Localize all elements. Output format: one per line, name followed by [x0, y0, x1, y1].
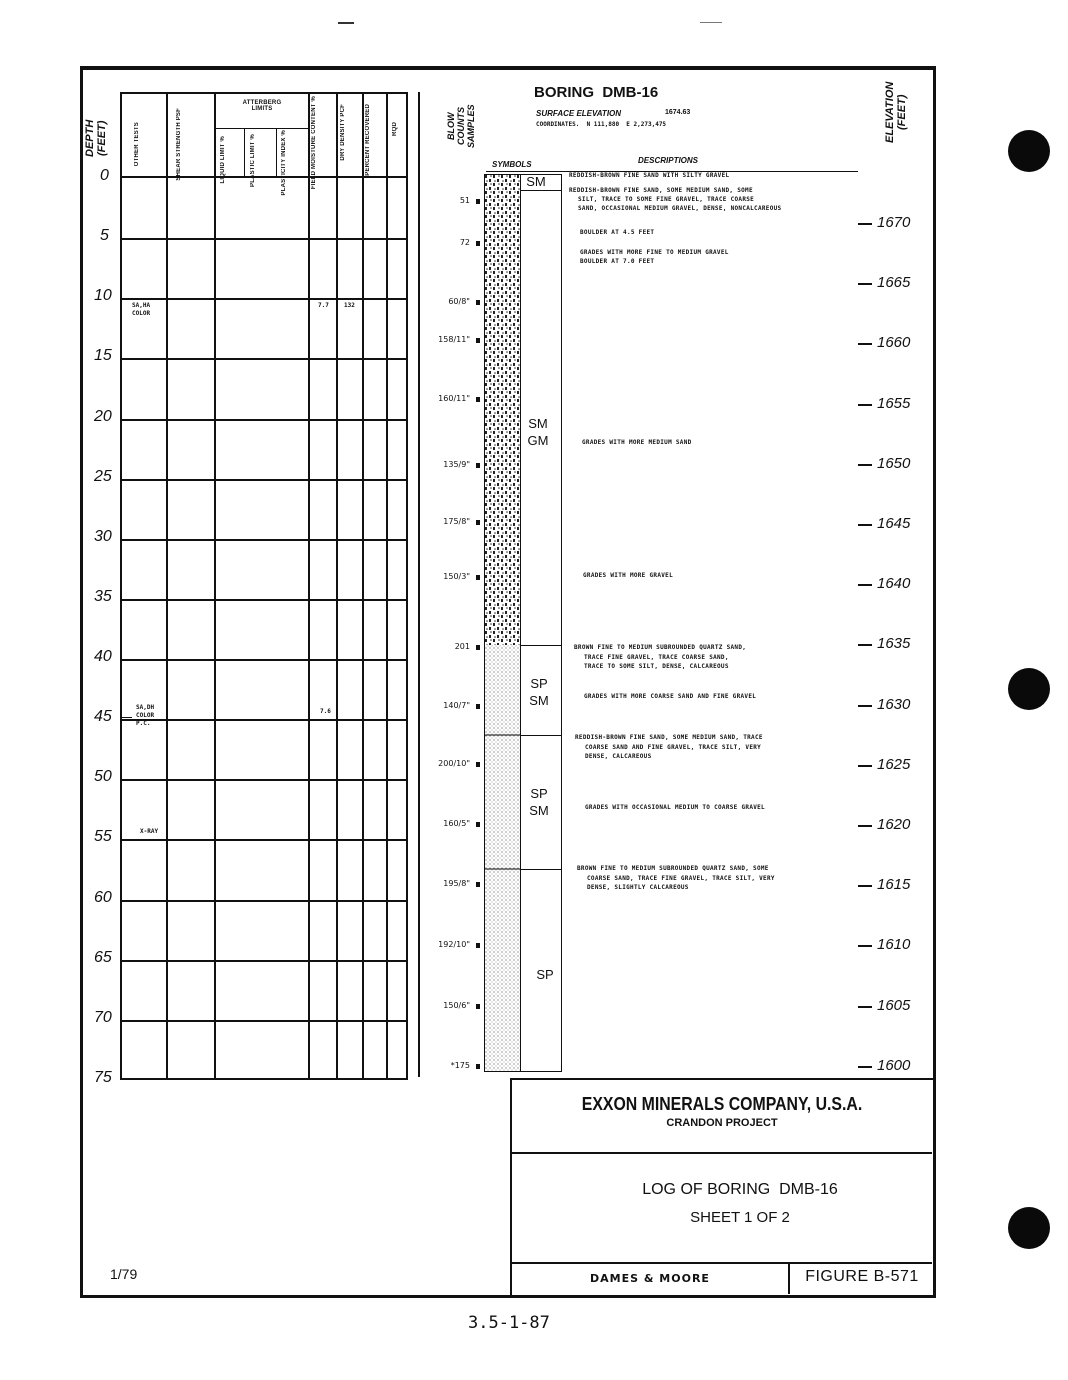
- elevation-tick: [858, 997, 928, 1015]
- surface-elevation-value: 1674.63: [665, 109, 691, 116]
- elevation-tick-mark: [858, 945, 872, 947]
- blow-count-value: 192/10": [438, 940, 470, 949]
- depth-grid-line: [120, 779, 408, 781]
- column-divider: [336, 92, 338, 1080]
- blow-count-value: 201: [454, 642, 470, 651]
- scan-mark: [700, 22, 722, 23]
- blow-count-row: [420, 297, 482, 309]
- atterberg-divider: [214, 128, 308, 129]
- elevation-tick-label: 1660: [877, 334, 911, 351]
- elevation-tick-label: 1615: [877, 876, 911, 893]
- elevation-tick: [858, 635, 928, 653]
- desc-2c: SAND, OCCASIONAL MEDIUM GRAVEL, DENSE, NONCALCAREOUS: [578, 205, 782, 212]
- graphic-log-pattern: [485, 175, 520, 1071]
- project-name: CRANDON PROJECT: [666, 1117, 778, 1129]
- elevation-tick-label: 1610: [877, 936, 911, 953]
- blow-count-row: [420, 1001, 482, 1013]
- desc-8: GRADES WITH MORE COARSE SAND AND FINE GRAVEL: [584, 693, 757, 700]
- sample-marker-icon: [476, 397, 480, 402]
- depth-grid-line: [120, 479, 408, 481]
- plastic-limit-header: PLASTIC LIMIT %: [250, 134, 256, 187]
- depth-tick-label: 35: [94, 588, 112, 605]
- depth-tick-label: 60: [94, 889, 112, 906]
- depth-grid-line: [120, 419, 408, 421]
- column-divider: [386, 92, 388, 1080]
- elevation-tick-label: 1640: [877, 575, 911, 592]
- sheet-number: SHEET 1 OF 2: [690, 1209, 790, 1226]
- elevation-tick: [858, 816, 928, 834]
- elevation-tick-label: 1605: [877, 997, 911, 1014]
- plasticity-index-header: PLASTICITY INDEX %: [281, 130, 287, 196]
- elevation-tick-label: 1670: [877, 214, 911, 231]
- boring-title: BORING DMB-16: [534, 84, 659, 101]
- blow-count-value: 140/7": [443, 701, 470, 710]
- blow-count-row: [420, 642, 482, 654]
- stratum-boundary: [521, 735, 561, 736]
- uscs-sm-gm: SM GM: [527, 416, 549, 448]
- blow-count-row: [420, 819, 482, 831]
- elevation-tick: [858, 876, 928, 894]
- moisture-content-header: FIELD MOISTURE CONTENT %: [311, 96, 317, 190]
- desc-6: GRADES WITH MORE GRAVEL: [583, 572, 673, 579]
- blow-count-row: [420, 1061, 482, 1073]
- sample-marker-icon: [476, 338, 480, 343]
- elevation-tick: [858, 455, 928, 473]
- elevation-tick-label: 1635: [877, 635, 911, 652]
- moisture-45ft: 7.6: [320, 708, 331, 715]
- depth-tick-label: 75: [94, 1069, 112, 1086]
- blow-count-row: [420, 940, 482, 952]
- uscs-sp-sm-1: SP SM: [529, 676, 549, 708]
- figure-number: FIGURE B-571: [805, 1268, 919, 1285]
- sample-marker-icon: [476, 520, 480, 525]
- column-divider: [362, 92, 364, 1080]
- desc-7c: TRACE TO SOME SILT, DENSE, CALCAREOUS: [584, 663, 729, 670]
- punch-hole-middle: [1008, 668, 1050, 710]
- elevation-tick-mark: [858, 644, 872, 646]
- depth-axis-label: DEPTH (FEET): [84, 119, 108, 157]
- rqd-header: RQD: [392, 122, 398, 136]
- blow-count-row: [420, 335, 482, 347]
- percent-recovered-header: PERCENT RECOVERED: [365, 104, 371, 176]
- elevation-tick: [858, 1057, 928, 1075]
- desc-4b: BOULDER AT 7.0 FEET: [580, 258, 655, 265]
- page-number: 3.5-1-87: [468, 1313, 550, 1333]
- other-tests-10ft: SA,HA COLOR: [132, 302, 151, 318]
- depth-grid-line: [120, 238, 408, 240]
- title-block-divider: [512, 1152, 932, 1154]
- blow-count-row: [420, 572, 482, 584]
- elevation-tick: [858, 936, 928, 954]
- blow-count-value: 158/11": [438, 335, 470, 344]
- desc-1: REDDISH-BROWN FINE SAND WITH SILTY GRAVEL: [569, 172, 730, 179]
- blow-count-value: 72: [459, 238, 470, 247]
- elevation-tick-mark: [858, 524, 872, 526]
- blow-count-value: 135/9": [443, 460, 470, 469]
- sample-marker-icon: [476, 1004, 480, 1009]
- company-name: EXXON MINERALS COMPANY, U.S.A.: [581, 1094, 863, 1114]
- sample-marker-icon: [476, 762, 480, 767]
- uscs-sp-sm-2: SP SM: [529, 786, 549, 818]
- desc-7a: BROWN FINE TO MEDIUM SUBROUNDED QUARTZ SAND,: [574, 644, 747, 651]
- graphic-log: [485, 175, 521, 1071]
- elevation-tick: [858, 214, 928, 232]
- density-10ft: 132: [344, 302, 355, 309]
- desc-7b: TRACE FINE GRAVEL, TRACE COARSE SAND,: [584, 654, 729, 661]
- liquid-limit-header: LIQUID LIMIT %: [220, 136, 226, 184]
- depth-grid-line: [120, 1020, 408, 1022]
- depth-grid-line: [120, 900, 408, 902]
- sample-marker-icon: [476, 943, 480, 948]
- depth-tick-label: 45: [94, 708, 112, 725]
- blow-counts-label: BLOW COUNTS SAMPLES: [446, 104, 476, 148]
- blow-count-value: 160/5": [443, 819, 470, 828]
- sample-marker-icon: [476, 704, 480, 709]
- atterberg-header: ATTERBERG LIMITS: [242, 100, 282, 113]
- elevation-tick-label: 1650: [877, 455, 911, 472]
- log-title: LOG OF BORING DMB-16: [642, 1181, 838, 1198]
- desc-9b: COARSE SAND AND FINE GRAVEL, TRACE SILT, VERY: [585, 744, 762, 751]
- blow-count-row: [420, 460, 482, 472]
- date: 1/79: [110, 1266, 138, 1282]
- sample-marker-icon: [476, 300, 480, 305]
- blow-count-value: 150/6": [443, 1001, 470, 1010]
- sample-marker-icon: [476, 882, 480, 887]
- elevation-tick-mark: [858, 584, 872, 586]
- punch-hole-bottom: [1008, 1207, 1050, 1249]
- blow-count-value: 200/10": [438, 759, 470, 768]
- depth-tick-label: 55: [94, 828, 112, 845]
- stratum-boundary: [521, 645, 561, 646]
- elevation-tick: [858, 575, 928, 593]
- depth-grid-line: [120, 358, 408, 360]
- column-divider: [214, 92, 216, 1080]
- depth-grid-line: [120, 839, 408, 841]
- blow-count-value: 195/8": [443, 879, 470, 888]
- symbols-label: SYMBOLS: [492, 160, 532, 169]
- coordinates: COORDINATES. N 111,880 E 2,273,475: [536, 121, 667, 128]
- depth-tick-label: 50: [94, 768, 112, 785]
- blow-count-row: [420, 196, 482, 208]
- desc-11b: COARSE SAND, TRACE FINE GRAVEL, TRACE SILT, VERY: [587, 875, 775, 882]
- other-tests-53ft: X-RAY: [140, 828, 159, 835]
- depth-grid-line: [120, 599, 408, 601]
- elevation-tick: [858, 515, 928, 533]
- depth-grid-line: [120, 539, 408, 541]
- depth-tick-label: 10: [94, 287, 112, 304]
- sample-marker-icon: [476, 575, 480, 580]
- column-divider: [308, 92, 310, 1080]
- lab-data-table: [120, 92, 408, 1080]
- blow-count-value: *175: [450, 1061, 470, 1070]
- elevation-tick: [858, 395, 928, 413]
- elevation-tick-label: 1665: [877, 274, 911, 291]
- depth-tick-label: 15: [94, 347, 112, 364]
- depth-tick-label: 65: [94, 949, 112, 966]
- scan-mark: [338, 22, 354, 24]
- blow-count-row: [420, 238, 482, 250]
- sample-marker-icon: [476, 199, 480, 204]
- blow-count-value: 150/3": [443, 572, 470, 581]
- sample-marker-icon: [476, 1064, 480, 1069]
- elevation-tick-label: 1655: [877, 395, 911, 412]
- elevation-tick-mark: [858, 223, 872, 225]
- sample-marker-icon: [476, 463, 480, 468]
- blow-count-value: 160/11": [438, 394, 470, 403]
- depth-tick-label: 5: [100, 227, 109, 244]
- elevation-tick: [858, 274, 928, 292]
- surface-elevation-label: SURFACE ELEVATION: [536, 109, 622, 118]
- desc-2a: REDDISH-BROWN FINE SAND, SOME MEDIUM SAND, SOME: [569, 187, 753, 194]
- elevation-tick-label: 1625: [877, 756, 911, 773]
- blow-count-value: 51: [459, 196, 470, 205]
- blow-count-row: [420, 701, 482, 713]
- elevation-tick-mark: [858, 464, 872, 466]
- desc-5: GRADES WITH MORE MEDIUM SAND: [582, 439, 692, 446]
- elevation-tick-label: 1630: [877, 696, 911, 713]
- desc-2b: SILT, TRACE TO SOME FINE GRAVEL, TRACE COARSE: [578, 196, 755, 203]
- blow-count-value: 175/8": [443, 517, 470, 526]
- descriptions-label: DESCRIPTIONS: [638, 156, 699, 165]
- desc-3: BOULDER AT 4.5 FEET: [580, 229, 655, 236]
- elevation-tick-mark: [858, 1006, 872, 1008]
- depth-tick-label: 30: [94, 528, 112, 545]
- blow-count-row: [420, 394, 482, 406]
- elevation-axis-label: ELEVATION (FEET): [884, 81, 908, 143]
- depth-grid-line: [120, 659, 408, 661]
- sample-marker-icon: [476, 241, 480, 246]
- elevation-tick-mark: [858, 404, 872, 406]
- depth-tick-label: 25: [94, 468, 112, 485]
- depth-tick-label: 40: [94, 648, 112, 665]
- blow-count-value: 60/8": [448, 297, 470, 306]
- sample-marker-icon: [476, 822, 480, 827]
- elevation-tick-mark: [858, 1066, 872, 1068]
- desc-11c: DENSE, SLIGHTLY CALCAREOUS: [587, 884, 689, 891]
- column-divider: [166, 92, 168, 1080]
- elevation-tick-mark: [858, 343, 872, 345]
- column-divider: [276, 128, 277, 178]
- depth-tick-label: 20: [94, 408, 112, 425]
- moisture-10ft: 7.7: [318, 302, 329, 309]
- stratum-boundary: [521, 869, 561, 870]
- elevation-tick-mark: [858, 705, 872, 707]
- punch-hole-top: [1008, 130, 1050, 172]
- depth-tick-label: 0: [100, 167, 109, 184]
- firm-name: DAMES & MOORE: [590, 1272, 710, 1285]
- elevation-tick: [858, 334, 928, 352]
- depth-tick-label: 70: [94, 1009, 112, 1026]
- blow-count-row: [420, 517, 482, 529]
- desc-9a: REDDISH-BROWN FINE SAND, SOME MEDIUM SAND, TRACE: [575, 734, 763, 741]
- elevation-tick-mark: [858, 765, 872, 767]
- other-tests-45ft: SA,DH COLOR P.C.: [136, 704, 155, 728]
- blow-count-row: [420, 759, 482, 771]
- elevation-tick-mark: [858, 885, 872, 887]
- elevation-tick: [858, 696, 928, 714]
- elevation-tick-label: 1645: [877, 515, 911, 532]
- column-divider: [244, 128, 245, 178]
- uscs-sp: SP: [536, 967, 554, 982]
- sample-marker-icon: [476, 645, 480, 650]
- elevation-tick-mark: [858, 825, 872, 827]
- elevation-tick-mark: [858, 283, 872, 285]
- elevation-tick: [858, 756, 928, 774]
- depth-grid-line: [120, 298, 408, 300]
- desc-10: GRADES WITH OCCASIONAL MEDIUM TO COARSE GRAVEL: [585, 804, 765, 811]
- title-block-divider: [512, 1262, 932, 1264]
- uscs-sm-top: SM: [526, 174, 546, 189]
- blow-count-row: [420, 879, 482, 891]
- elevation-tick-label: 1620: [877, 816, 911, 833]
- shear-strength-header: SHEAR STRENGTH PSF: [176, 108, 182, 181]
- elevation-tick-label: 1600: [877, 1057, 911, 1074]
- depth-grid-line: [120, 960, 408, 962]
- desc-9c: DENSE, CALCAREOUS: [585, 753, 652, 760]
- desc-11a: BROWN FINE TO MEDIUM SUBROUNDED QUARTZ SAND, SOME: [577, 865, 769, 872]
- desc-4a: GRADES WITH MORE FINE TO MEDIUM GRAVEL: [580, 249, 729, 256]
- dry-density-header: DRY DENSITY PCF: [340, 104, 346, 161]
- other-tests-header: OTHER TESTS: [134, 122, 140, 167]
- test-tick-45ft: [122, 717, 132, 718]
